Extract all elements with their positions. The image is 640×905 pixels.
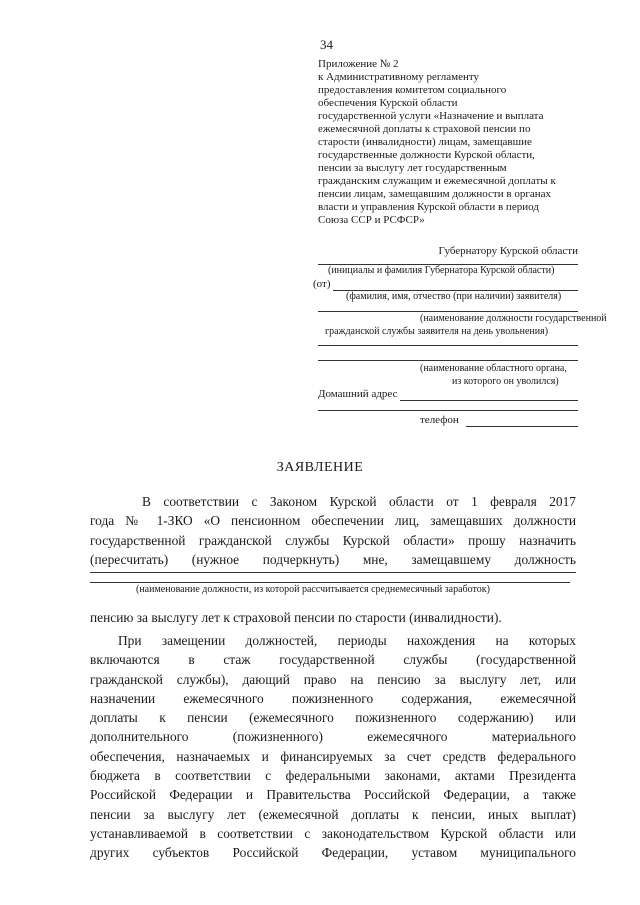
paragraph-line: государственной гражданской службы Курской области» прошу назначить xyxy=(90,532,576,548)
applicant-caption: (фамилия, имя, отчество (при наличии) заявителя) xyxy=(346,291,562,302)
annex-line: Союза ССР и РСФСР» xyxy=(318,214,425,226)
organ-caption-2: из которого он уволился) xyxy=(452,376,559,387)
paragraph-1-end xyxy=(90,608,576,627)
paragraph-1 xyxy=(90,492,576,569)
annex-header xyxy=(318,58,588,227)
salary-position-field-2[interactable] xyxy=(90,582,570,583)
page-number: 34 xyxy=(320,37,333,52)
annex-line: предоставления комитетом социального xyxy=(318,84,507,96)
home-address-field[interactable] xyxy=(400,400,578,401)
from-label: (от) xyxy=(313,278,331,290)
paragraph-line: доплаты к пенсии (ежемесячного пожизненного содержанию) или xyxy=(90,710,576,726)
home-address-label: Домашний адрес xyxy=(318,388,398,400)
governor-caption: (инициалы и фамилия Губернатора Курской области) xyxy=(328,265,555,276)
annex-line: гражданским служащим и ежемесячной доплаты к xyxy=(318,175,556,187)
annex-line: старости (инвалидности) лицам, замещавшие xyxy=(318,136,532,148)
paragraph-line: дополнительного (пожизненного) ежемесячного материального xyxy=(90,729,576,745)
paragraph-line: года № 1-ЗКО «О пенсионном обеспечении лиц, замещавших должности xyxy=(90,513,576,529)
paragraph-line: бюджета в соответствии с федеральными законами, актами Президента xyxy=(90,768,576,784)
annex-line: пенсии за выслугу лет государственным xyxy=(318,162,507,174)
position-caption-1: (наименование должности государственной xyxy=(420,313,607,324)
annex-line: Приложение № 2 xyxy=(318,58,399,70)
salary-caption: (наименование должности, из которой рассчитывается среднемесячный заработок) xyxy=(136,584,490,595)
paragraph-line: Российской Федерации и Правительства Российской Федерации, а также xyxy=(90,787,576,803)
paragraph-line: В соответствии с Законом Курской области от 1 февраля 2017 xyxy=(142,494,576,509)
home-address-field-2[interactable] xyxy=(318,410,578,411)
organ-field-2[interactable] xyxy=(318,360,578,361)
paragraph-line: При замещении должностей, периоды нахождения на которых xyxy=(118,633,576,648)
organ-field-1[interactable] xyxy=(318,345,578,346)
addressee: Губернатору Курской области xyxy=(438,245,578,257)
paragraph-line: устанавливаемой в соответствии с законодательством Курской области или xyxy=(90,825,576,841)
position-caption-2: гражданской службы заявителя на день увольнения) xyxy=(325,326,549,337)
paragraph-line: пенсию за выслугу лет к страховой пенсии по старости (инвалидности). xyxy=(90,610,502,625)
paragraph-line: назначении ежемесячного пожизненного содержания, ежемесячной xyxy=(90,690,576,706)
paragraph-line: обеспечения, назначаемых и финансируемых за счет средств федерального xyxy=(90,748,576,764)
annex-line: обеспечения Курской области xyxy=(318,97,458,109)
phone-field[interactable] xyxy=(466,426,578,427)
paragraph-line: (пересчитать) (нужное подчеркнуть) мне, замещавшему должность xyxy=(90,551,576,567)
position-field[interactable] xyxy=(318,311,578,312)
annex-line: пенсии лицам, замещавшим должности в органах xyxy=(318,188,551,200)
organ-caption-1: (наименование областного органа, xyxy=(420,363,567,374)
phone-label: телефон xyxy=(420,414,459,426)
annex-line: ежемесячной доплаты к страховой пенсии по xyxy=(318,123,531,135)
annex-line: государственные должности Курской области, xyxy=(318,149,535,161)
paragraph-2 xyxy=(90,631,576,863)
paragraph-line: гражданской службы), дающий право на пенсию за выслугу лет, или xyxy=(90,671,576,687)
salary-position-field-1[interactable] xyxy=(90,572,576,573)
paragraph-line: пенсии за выслугу лет (ежемесячной доплаты к пенсии, иных выплат) xyxy=(90,806,576,822)
paragraph-line: других субъектов Российской Федерации, уставом муниципального xyxy=(90,845,576,861)
paragraph-line: включаются в стаж государственной службы (государственной xyxy=(90,652,576,668)
document-title: ЗАЯВЛЕНИЕ xyxy=(276,460,364,475)
annex-line: к Административному регламенту xyxy=(318,71,480,83)
annex-line: государственной услуги «Назначение и выплата xyxy=(318,110,544,122)
annex-line: власти и управления Курской области в период xyxy=(318,201,539,213)
